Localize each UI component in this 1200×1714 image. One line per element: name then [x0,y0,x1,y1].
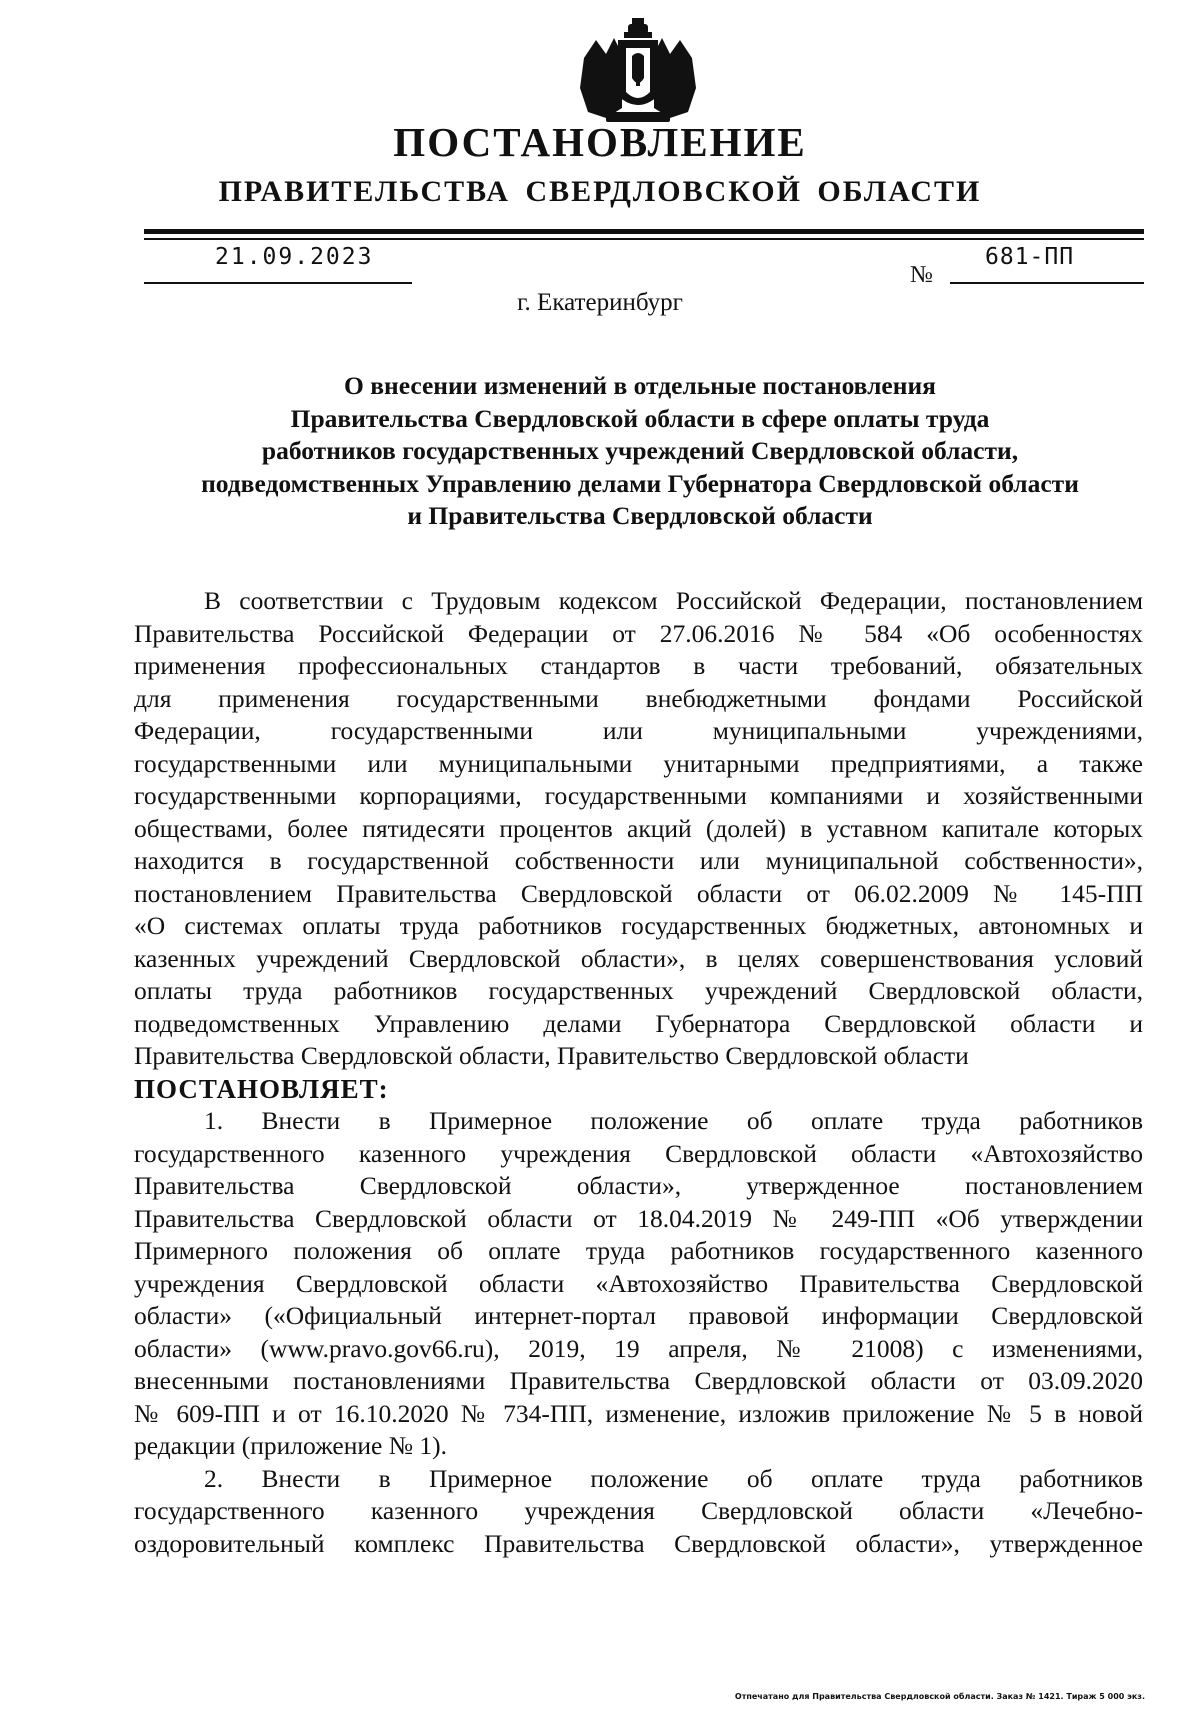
body-line: «О системах оплаты труда работников государственных бюджетных, автономных и [134,911,1143,940]
body-line: внесенными постановлениями Правительства Свердловской области от 03.09.2020 [134,1366,1143,1395]
city: г. Екатеринбург [517,289,683,316]
body-line: оздоровительный комплекс Правительства Свердловской области», утвержденное [134,1528,1143,1558]
body-line: 1. Внести в Примерное положение об оплате труда работников [204,1106,1143,1135]
number-underline [950,282,1144,284]
heading-line: О внесении изменений в отдельные постановления [344,371,936,400]
heading-line: подведомственных Управлению делами Губернатора Свердловской области [201,468,1079,498]
document-body [134,585,1143,1560]
body-line: Правительства Российской Федерации от 27.06.2016 № 584 «Об особенностях [134,618,1143,648]
print-imprint-footer: Отпечатано для Правительства Свердловской области. Заказ № 1421. Тираж 5 000 экз. [734,1692,1145,1701]
document-type-title: ПОСТАНОВЛЕНИЕ [393,119,807,165]
body-line: Правительства Свердловской области от 18.04.2019 № 249-ПП «Об утверждении [134,1203,1143,1233]
date-underline [144,282,412,284]
body-line: Федерации, государственными или муниципальными учреждениями, [134,716,1143,745]
number-sign: № [910,262,933,288]
body-line: Правительства Свердловской области», утвержденное постановлением [134,1171,1143,1200]
body-line: постановлением Правительства Свердловской области от 06.02.2009 № 145-ПП [134,878,1143,908]
header-rule-thick [144,229,1144,234]
body-line: редакции (приложение № 1). [134,1431,448,1460]
heading-line: и Правительства Свердловской области [407,501,873,530]
body-line: учреждения Свердловской области «Автохозяйство Правительства Свердловской [134,1268,1143,1298]
body-line: Примерного положения об оплате труда работников государственного казенного [134,1236,1143,1265]
body-line: государственными или муниципальными унитарными предприятиями, а также [134,748,1143,778]
issuing-authority: ПРАВИТЕЛЬСТВА СВЕРДЛОВСКОЙ ОБЛАСТИ [218,175,982,208]
document-date: 21.09.2023 [215,244,374,270]
heading-line: Правительства Свердловской области в сфере оплаты труда [290,403,990,433]
body-line: обществами, более пятидесяти процентов акций (долей) в уставном капитале которых [134,813,1143,843]
body-line: для применения государственными внебюджетными фондами Российской [134,683,1143,713]
body-line: применения профессиональных стандартов в части требований, обязательных [134,651,1143,680]
body-line: государственными корпорациями, государственными компаниями и хозяйственными [134,781,1143,810]
document-number: 681-ПП [985,244,1075,270]
body-line: 2. Внести в Примерное положение об оплате труда работников [204,1463,1143,1493]
body-line: находится в государственной собственности или муниципальной собственности», [134,846,1143,875]
body-line: области» (www.pravo.gov66.ru), 2019, 19 апреля, № 21008) с изменениями, [134,1333,1143,1363]
resolution-keyword: ПОСТАНОВЛЯЕТ: [134,1073,389,1104]
coat-of-arms-icon [576,18,700,126]
header-rule-thin [144,238,1144,240]
body-line: Правительства Свердловской области, Правительство Свердловской области [134,1041,969,1070]
body-line: государственного казенного учреждения Свердловской области «Автохозяйство [134,1138,1143,1168]
document-heading [130,370,1150,533]
body-line: В соответствии с Трудовым кодексом Российской Федерации, постановлением [204,586,1143,615]
body-line: оплаты труда работников государственных учреждений Свердловской области, [134,976,1143,1005]
body-line: подведомственных Управлению делами Губернатора Свердловской области и [134,1008,1143,1038]
body-line: № 609-ПП и от 16.10.2020 № 734-ПП, изменение, изложив приложение № 5 в новой [134,1398,1143,1428]
body-line: государственного казенного учреждения Свердловской области «Лечебно- [134,1496,1143,1525]
body-line: области» («Официальный интернет-портал правовой информации Свердловской [134,1301,1143,1330]
heading-line: работников государственных учреждений Свердловской области, [261,436,1019,465]
body-line: казенных учреждений Свердловской области», в целях совершенствования условий [134,943,1143,973]
